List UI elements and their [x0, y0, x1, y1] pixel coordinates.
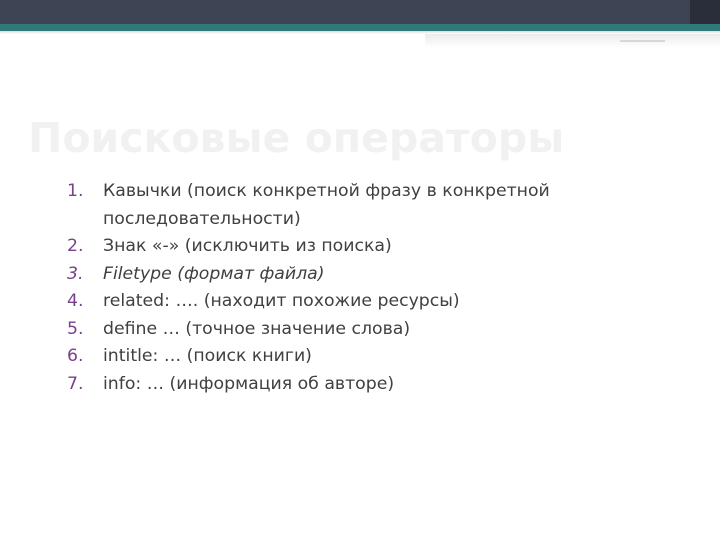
header-shadow-line: [620, 40, 665, 42]
header-shadow-tab: [425, 34, 720, 48]
list-item: [62, 233, 662, 261]
list-item-number: 7.: [67, 373, 84, 394]
list-item-number: 3.: [67, 263, 84, 284]
list-item-text: info: … (информация об авторе): [103, 373, 395, 394]
header-bar: [0, 0, 720, 24]
list-item: [62, 371, 662, 399]
list-item-number: 5.: [67, 318, 84, 339]
list-item: [62, 261, 662, 289]
list-item: [62, 178, 662, 233]
list-item-text: define … (точное значение слова): [103, 318, 411, 339]
list-item-text: intitle: … (поиск книги): [103, 346, 312, 366]
list-item: [62, 316, 662, 344]
list-item-text: Знак «-» (исключить из поиска): [103, 236, 392, 256]
list-item-text: Filetype (формат файла): [103, 263, 325, 284]
list-item: [62, 343, 662, 371]
list-item-number: 1.: [67, 181, 84, 201]
header-corner-tab: [690, 0, 720, 24]
list-item-number: 2.: [67, 236, 84, 256]
list-item-number: 4.: [67, 291, 84, 311]
operators-list: [62, 178, 662, 398]
list-item-text: related: …. (находит похожие ресурсы): [103, 291, 460, 311]
list-item-number: 6.: [67, 346, 84, 366]
list-item-text: Кавычки (поиск конкретной фразу в конкретной последовательности): [103, 181, 550, 229]
list-item: [62, 288, 662, 316]
accent-stripe: [0, 24, 720, 31]
slide-title: Поисковые операторы: [28, 114, 565, 162]
